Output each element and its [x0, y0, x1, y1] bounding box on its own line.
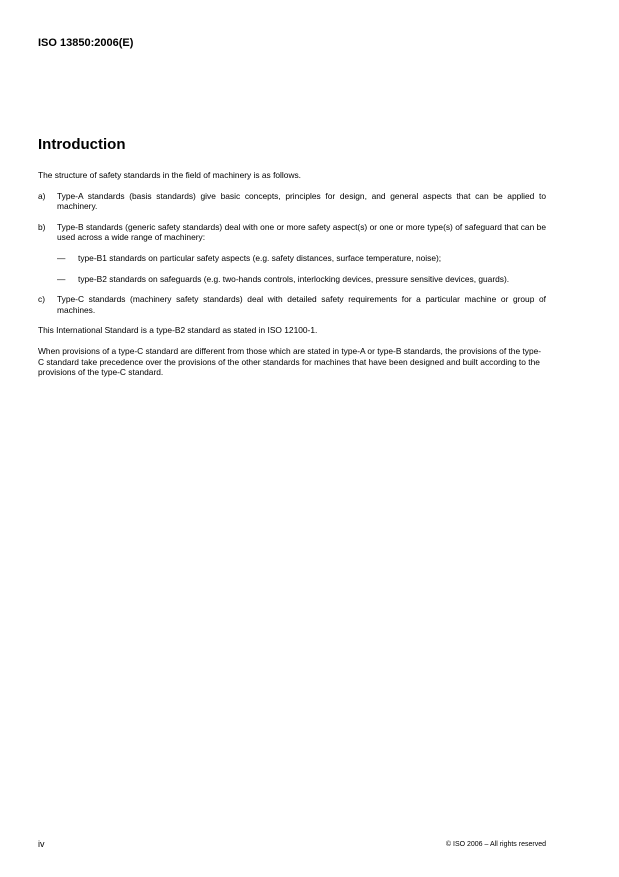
- intro-paragraph: The structure of safety standards in the field of machinery is as follows.: [38, 170, 302, 180]
- precedence-paragraph: When provisions of a type-C standard are different from those which are stated in type-A or type-B standards, the provisions of the type-C standard take precedence over the provisions of the other standards for machines that have been designed and built according to the provisions of the type-C standard.: [38, 345, 542, 378]
- dash-marker: —: [57, 252, 66, 263]
- standard-type-paragraph: This International Standard is a type-B2 standard as stated in ISO 12100-1.: [38, 325, 318, 336]
- introduction-body: [38, 170, 546, 388]
- list-marker: a): [38, 190, 46, 201]
- list-item-a: [38, 191, 546, 212]
- page-title: Introduction: [38, 136, 126, 153]
- list-marker: c): [38, 294, 45, 305]
- list-marker: b): [38, 221, 46, 232]
- dash-marker: —: [57, 273, 66, 284]
- sublist-item-b1: [57, 253, 546, 264]
- sublist-item-text: type-B2 standards on safeguards (e.g. two-hands controls, interlocking devices, pressure sensitive devices, guards).: [78, 273, 510, 284]
- sublist-item-text: type-B1 standards on particular safety aspects (e.g. safety distances, surface temperature, noise);: [78, 252, 442, 263]
- list-item-c: [38, 294, 546, 315]
- document-id-header: ISO 13850:2006(E): [38, 37, 134, 49]
- list-item-text: Type-B standards (generic safety standards) deal with one or more safety aspect(s) or one or more type(s) of safeguard that can be used across a wide range of machinery:: [57, 221, 546, 243]
- copyright-notice: © ISO 2006 – All rights reserved: [445, 841, 546, 848]
- list-item-text: Type-A standards (basis standards) give basic concepts, principles for design, and general aspects that can be applied to machinery.: [57, 190, 546, 212]
- page-number: iv: [38, 839, 45, 849]
- sublist-item-b2: [57, 274, 546, 285]
- list-item-b: [38, 222, 546, 243]
- list-item-text: Type-C standards (machinery safety standards) deal with detailed safety requirements for a particular machine or group of machines.: [57, 294, 546, 315]
